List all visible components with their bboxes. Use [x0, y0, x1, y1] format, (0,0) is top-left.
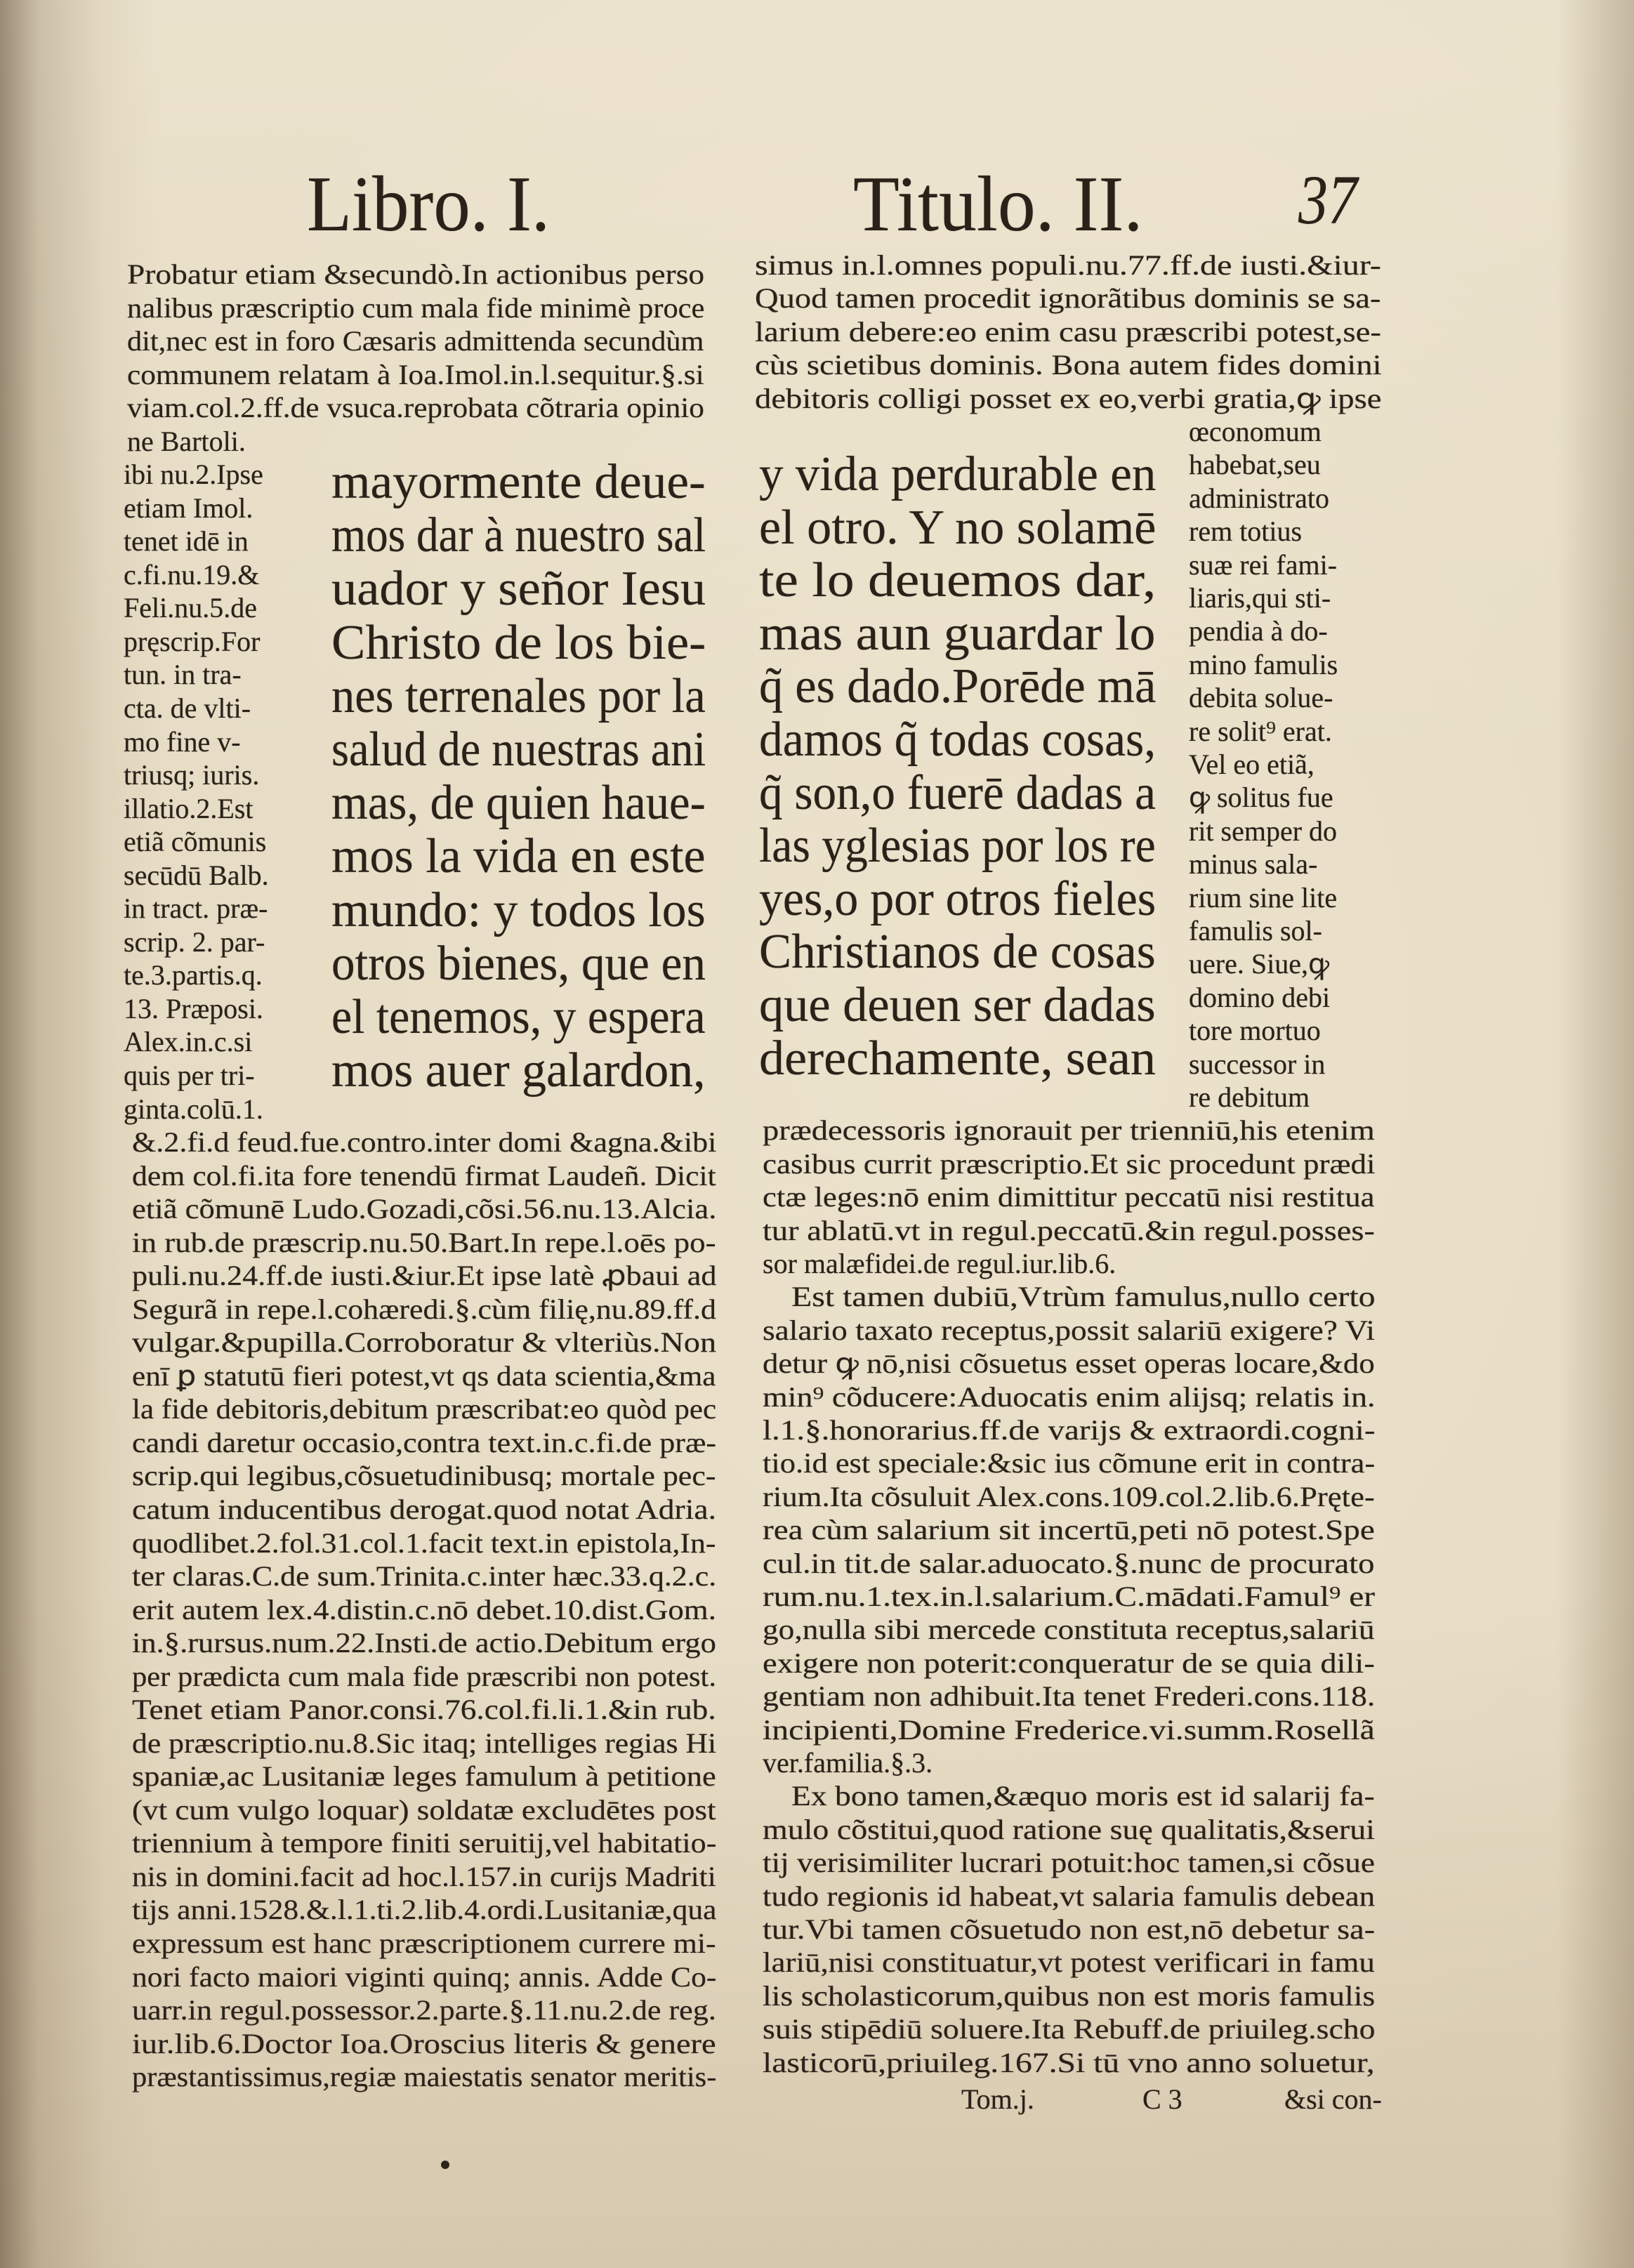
marginal-gloss-line: quis per tri-: [124, 1059, 255, 1091]
marginal-gloss-line: ginta.colū.1.: [124, 1093, 263, 1125]
main-text-line: tio.id est speciale:&sic ius cõmune erit in contra-: [763, 1447, 1376, 1479]
main-text-line: expressum est hanc præscriptionem currere mi-: [132, 1927, 716, 1959]
vernacular-text-line: uador y señor Iesu: [331, 562, 706, 617]
marginal-gloss-line: administrato: [1189, 482, 1329, 514]
running-head-book: Libro. I.: [307, 161, 551, 248]
main-text-line: rium.Ita cõsuluit Alex.cons.109.col.2.lib.6.Pręte-: [763, 1480, 1375, 1512]
marginal-gloss-line: c.fi.nu.19.&: [124, 558, 260, 591]
vernacular-text-line: q̃ son,o fuerē dadas a: [759, 765, 1156, 820]
marginal-gloss-line: Vel eo etiã,: [1189, 749, 1315, 780]
main-text-line: prædecessoris ignorauit per trienniū,his etenim: [763, 1114, 1375, 1147]
main-text-line: tur ablatū.vt in regul.peccatū.&in regul.posses-: [763, 1214, 1375, 1246]
volume-mark: Tom.j.: [961, 2083, 1034, 2115]
marginal-gloss-line: rem totius: [1189, 515, 1303, 548]
main-text-line: de præscriptio.nu.8.Sic itaq; intelliges regias Hi: [132, 1727, 717, 1759]
catchword: &si con-: [1284, 2083, 1382, 2115]
main-text-line: Probatur etiam &secundò.In actionibus perso: [127, 258, 705, 290]
main-text-line: detur ꝙ nō,nisi cõsuetus esset operas locare,&do: [763, 1347, 1375, 1380]
main-text-line: go,nulla sibi mercede constituta receptus,salariū: [763, 1614, 1375, 1646]
marginal-gloss-line: habebat,seu: [1189, 449, 1321, 481]
marginal-gloss-line: mino famulis: [1189, 648, 1338, 680]
vernacular-text-line: nes terrenales por la: [331, 668, 706, 723]
marginal-gloss-line: etiã cõmunis: [124, 826, 267, 858]
main-text-line: tijs anni.1528.&.l.1.ti.2.lib.4.ordi.Lusitaniæ,qua: [132, 1894, 717, 1926]
vernacular-text-line: salud de nuestras ani: [331, 723, 706, 777]
main-text-line: erit autem lex.4.distin.c.nō debet.10.dist.Gom.: [132, 1593, 716, 1626]
vernacular-text-line: mas, de quien haue-: [331, 776, 706, 831]
vernacular-text-line: yes,o por otros fieles: [759, 871, 1157, 926]
vernacular-text-line: q̃ es dado.Porēde mā: [759, 659, 1157, 714]
main-text-line: (vt cum vulgo loquar) soldatæ excludētes post: [132, 1793, 716, 1826]
marginal-gloss-line: re debitum: [1189, 1081, 1310, 1113]
vernacular-text-line: te lo deuemos dar,: [759, 553, 1157, 608]
marginal-gloss-line: ꝙ solitus fue: [1189, 782, 1333, 814]
main-text-line: catum inducentibus derogat.quod notat Adria.: [132, 1493, 716, 1525]
vernacular-text-line: mos auer galardon,: [331, 1043, 706, 1098]
main-text-line: candi daretur occasio,contra text.in.c.fi.de præ-: [132, 1426, 717, 1458]
marginal-gloss-line: œconomum: [1189, 416, 1322, 447]
main-text-line: lis scholasticorum,quibus non est moris famulis: [763, 1979, 1376, 2012]
marginal-gloss-line: ibi nu.2.Ipse: [124, 459, 263, 491]
marginal-gloss-line: pendia à do-: [1189, 615, 1328, 647]
main-text-line: iur.lib.6.Doctor Ioa.Oroscius literis & genere: [132, 2027, 716, 2059]
main-text-line: cul.in tit.de salar.aduocato.§.nunc de procurato: [763, 1547, 1375, 1579]
main-text-line: salario taxato receptus,possit salariū exigere? Vi: [763, 1314, 1375, 1346]
marginal-gloss-line: 13. Præposi.: [124, 992, 263, 1024]
marginal-gloss-line: pręscrip.For: [124, 625, 261, 657]
main-text-line: puli.nu.24.ff.de iusti.&iur.Et ipse latè ꝓbaui ad: [132, 1260, 717, 1292]
main-text-line: &.2.fi.d feud.fue.contro.inter domi &agna.&ibi: [132, 1126, 717, 1159]
main-text-line: lariū,nisi constituatur,vt potest verificari in famu: [763, 1946, 1375, 1979]
marginal-gloss-line: rium sine lite: [1189, 881, 1338, 914]
main-text-line: spaniæ,ac Lusitaniæ leges famulum à petitione: [132, 1760, 716, 1793]
marginal-gloss-line: in tract. præ-: [124, 892, 268, 925]
main-text-line: Est tamen dubiū,Vtrùm famulus,nullo certo: [791, 1281, 1376, 1313]
marginal-gloss-line: re solit⁹ erat.: [1189, 715, 1332, 747]
main-text-line: præstantissimus,regiæ maiestatis senator meritis-: [132, 2061, 717, 2093]
main-text-line: ver.familia.§.3.: [763, 1747, 933, 1779]
main-text-line: simus in.l.omnes populi.nu.77.ff.de iusti.&iur-: [755, 249, 1381, 281]
main-text-line: tij verisimiliter lucrari potuit:hoc tamen,si cõsue: [763, 1847, 1375, 1879]
marginal-gloss-line: successor in: [1189, 1048, 1326, 1080]
main-text-line: l.1.§.honorarius.ff.de varijs & extraordi.cogni-: [763, 1414, 1376, 1446]
main-text-line: Quod tamen procedit ignorãtibus dominis se sa-: [755, 282, 1381, 315]
marginal-gloss-line: te.3.partis.q.: [124, 959, 263, 991]
marginal-gloss-line: illatio.2.Est: [124, 792, 253, 824]
main-text-line: viam.col.2.ff.de vsuca.reprobata cõtraria opinio: [127, 392, 704, 424]
main-text-line: tudo regionis id habeat,vt salaria famulis debean: [763, 1880, 1376, 1912]
main-text-line: etiã cõmunē Ludo.Gozadi,cõsi.56.nu.13.Alcia.: [132, 1193, 717, 1225]
vernacular-text-line: Christo de los bie-: [331, 615, 706, 670]
main-text-line: triennium à tempore finiti seruitij,vel habitatio-: [132, 1827, 717, 1859]
main-text-line: in.§.rursus.num.22.Insti.de actio.Debitum ergo: [132, 1627, 716, 1659]
main-text-line: ne Bartoli.: [127, 425, 246, 457]
main-text-line: rum.nu.1.tex.in.l.salarium.C.mādati.Famul⁹ er: [763, 1581, 1376, 1612]
main-text-line: vulgar.&pupilla.Corroboratur & vlteriùs.Non: [132, 1326, 717, 1359]
main-text-line: in rub.de præscrip.nu.50.Bart.In repe.l.oēs po-: [132, 1226, 716, 1258]
main-text-line: incipienti,Domine Frederice.vi.summ.Rosellã: [763, 1713, 1375, 1746]
main-text-line: nalibus præscriptio cum mala fide minimè proce: [127, 291, 705, 324]
ink-spot: [441, 2161, 449, 2169]
main-text-line: per prædicta cum mala fide præscribi non potest.: [132, 1660, 716, 1692]
main-text-line: exigere non poterit:conqueratur de se quia dili-: [763, 1647, 1375, 1679]
main-text-line: ter claras.C.de sum.Trinita.c.inter hæc.33.q.2.c.: [132, 1560, 717, 1593]
main-text-line: tur.Vbi tamen cõsuetudo non est,nō debetur sa-: [763, 1913, 1376, 1945]
marginal-gloss-line: minus sala-: [1189, 848, 1318, 881]
running-head-title: Titulo. II.: [853, 161, 1143, 248]
vernacular-text-line: damos q̃ todas cosas,: [759, 713, 1157, 767]
main-text-line: scrip.qui legibus,cõsuetudinibusq; mortale pec-: [132, 1460, 716, 1492]
vernacular-text-line: mos dar à nuestro sal: [331, 508, 706, 563]
main-text-line: Ex bono tamen,&æquo moris est id salarij fa-: [791, 1780, 1375, 1812]
marginal-gloss-line: tore mortuo: [1189, 1015, 1321, 1047]
main-text-line: min⁹ cõducere:Aduocatis enim alijsq; relatis in.: [763, 1380, 1376, 1413]
page-number: 37: [1298, 161, 1357, 239]
main-text-line: casibus currit præscriptio.Et sic procedunt prædi: [763, 1147, 1376, 1180]
vernacular-text-line: Christianos de cosas: [759, 925, 1156, 980]
main-text-line: quodlibet.2.fol.31.col.1.facit text.in epistola,In-: [132, 1527, 716, 1559]
vernacular-text-line: mundo: y todos los: [331, 883, 706, 937]
marginal-gloss-line: Alex.in.c.si: [124, 1026, 253, 1058]
main-text-line: gentiam non adhibuit.Ita tenet Frederi.cons.118.: [763, 1680, 1376, 1713]
marginal-gloss-line: tun. in tra-: [124, 659, 242, 691]
marginal-gloss-line: domino debi: [1189, 981, 1331, 1013]
marginal-gloss-line: scrip. 2. par-: [124, 925, 265, 958]
marginal-gloss-line: rit semper do: [1189, 815, 1338, 847]
main-text-line: sor malæfidei.de regul.iur.lib.6.: [763, 1248, 1116, 1279]
main-text-line: enī ꝑ statutū fieri potest,vt qs data scientia,&ma: [132, 1359, 716, 1392]
main-text-line: larium debere:eo enim casu præscribi potest,se-: [755, 315, 1381, 348]
marginal-gloss-line: debita solue-: [1189, 682, 1333, 714]
main-text-line: lasticorū,priuileg.167.Si tū vno anno soluetur,: [763, 2046, 1375, 2078]
marginal-gloss-line: famulis sol-: [1189, 915, 1322, 947]
marginal-gloss-line: etiam Imol.: [124, 492, 253, 524]
marginal-gloss-line: suæ rei fami-: [1189, 548, 1338, 581]
vernacular-text-line: las yglesias por los re: [759, 819, 1156, 873]
marginal-gloss-line: mo fine v-: [124, 725, 241, 758]
main-text-line: debitoris colligi posset ex eo,verbi gratia,ꝙ ipse: [755, 382, 1382, 414]
main-text-line: rea cùm salarium sit incertū,peti nō potest.Spe: [763, 1514, 1375, 1546]
vernacular-text-line: derechamente, sean: [759, 1031, 1157, 1086]
main-text-line: nori facto maiori viginti quinq; annis. Adde Co-: [132, 1960, 717, 1993]
vernacular-text-line: el otro. Y no solamē: [759, 500, 1157, 555]
marginal-gloss-line: secūdū Balb.: [124, 859, 269, 891]
main-text-line: la fide debitoris,debitum præscribat:eo quòd pec: [132, 1393, 717, 1425]
main-text-line: Tenet etiam Panor.consi.76.col.fi.li.1.&in rub.: [132, 1694, 716, 1726]
main-text-line: uarr.in regul.possessor.2.parte.§.11.nu.2.de reg.: [132, 1994, 716, 2026]
marginal-gloss-line: liaris,qui sti-: [1189, 582, 1331, 614]
marginal-gloss-line: triusq; iuris.: [124, 759, 260, 791]
main-text-line: suis stipēdiū soluere.Ita Rebuff.de priuileg.scho: [763, 2013, 1376, 2045]
vernacular-text-line: el tenemos, y espera: [331, 990, 706, 1044]
marginal-gloss-line: tenet idē in: [124, 525, 249, 558]
main-text-line: ctæ leges:nō enim dimittitur peccatū nisi restitua: [763, 1181, 1375, 1213]
vernacular-text-line: mayormente deue-: [331, 455, 706, 509]
main-text-line: Segurã in repe.l.cohæredi.§.cùm filię,nu.89.ff.d: [132, 1293, 716, 1325]
main-text-line: dit,nec est in foro Cæsaris admittenda secundùm: [127, 325, 704, 357]
main-text-line: communem relatam à Ioa.Imol.in.l.sequitur.§.si: [127, 358, 704, 390]
main-text-line: nis in domini.facit ad hoc.l.157.in curijs Madriti: [132, 1860, 716, 1892]
marginal-gloss-line: uere. Siue,ꝙ: [1189, 948, 1329, 980]
marginal-gloss-line: cta. de vlti-: [124, 692, 251, 725]
vernacular-text-line: y vida perdurable en: [759, 447, 1157, 501]
main-text-line: cùs scietibus dominis. Bona autem fides domini: [755, 349, 1382, 381]
marginal-gloss-line: Feli.nu.5.de: [124, 592, 257, 624]
vernacular-text-line: que deuen ser dadas: [759, 978, 1156, 1032]
main-text-line: dem col.fi.ita fore tenendū firmat Laudeñ. Dicit: [132, 1159, 716, 1192]
main-text-line: mulo cõstitui,quod ratione suę qualitatis,&serui: [763, 1813, 1375, 1845]
vernacular-text-line: mos la vida en este: [331, 829, 706, 884]
vernacular-text-line: mas aun guardar lo: [759, 606, 1156, 661]
signature-mark: C 3: [1142, 2083, 1182, 2115]
vernacular-text-line: otros bienes, que en: [331, 936, 706, 991]
